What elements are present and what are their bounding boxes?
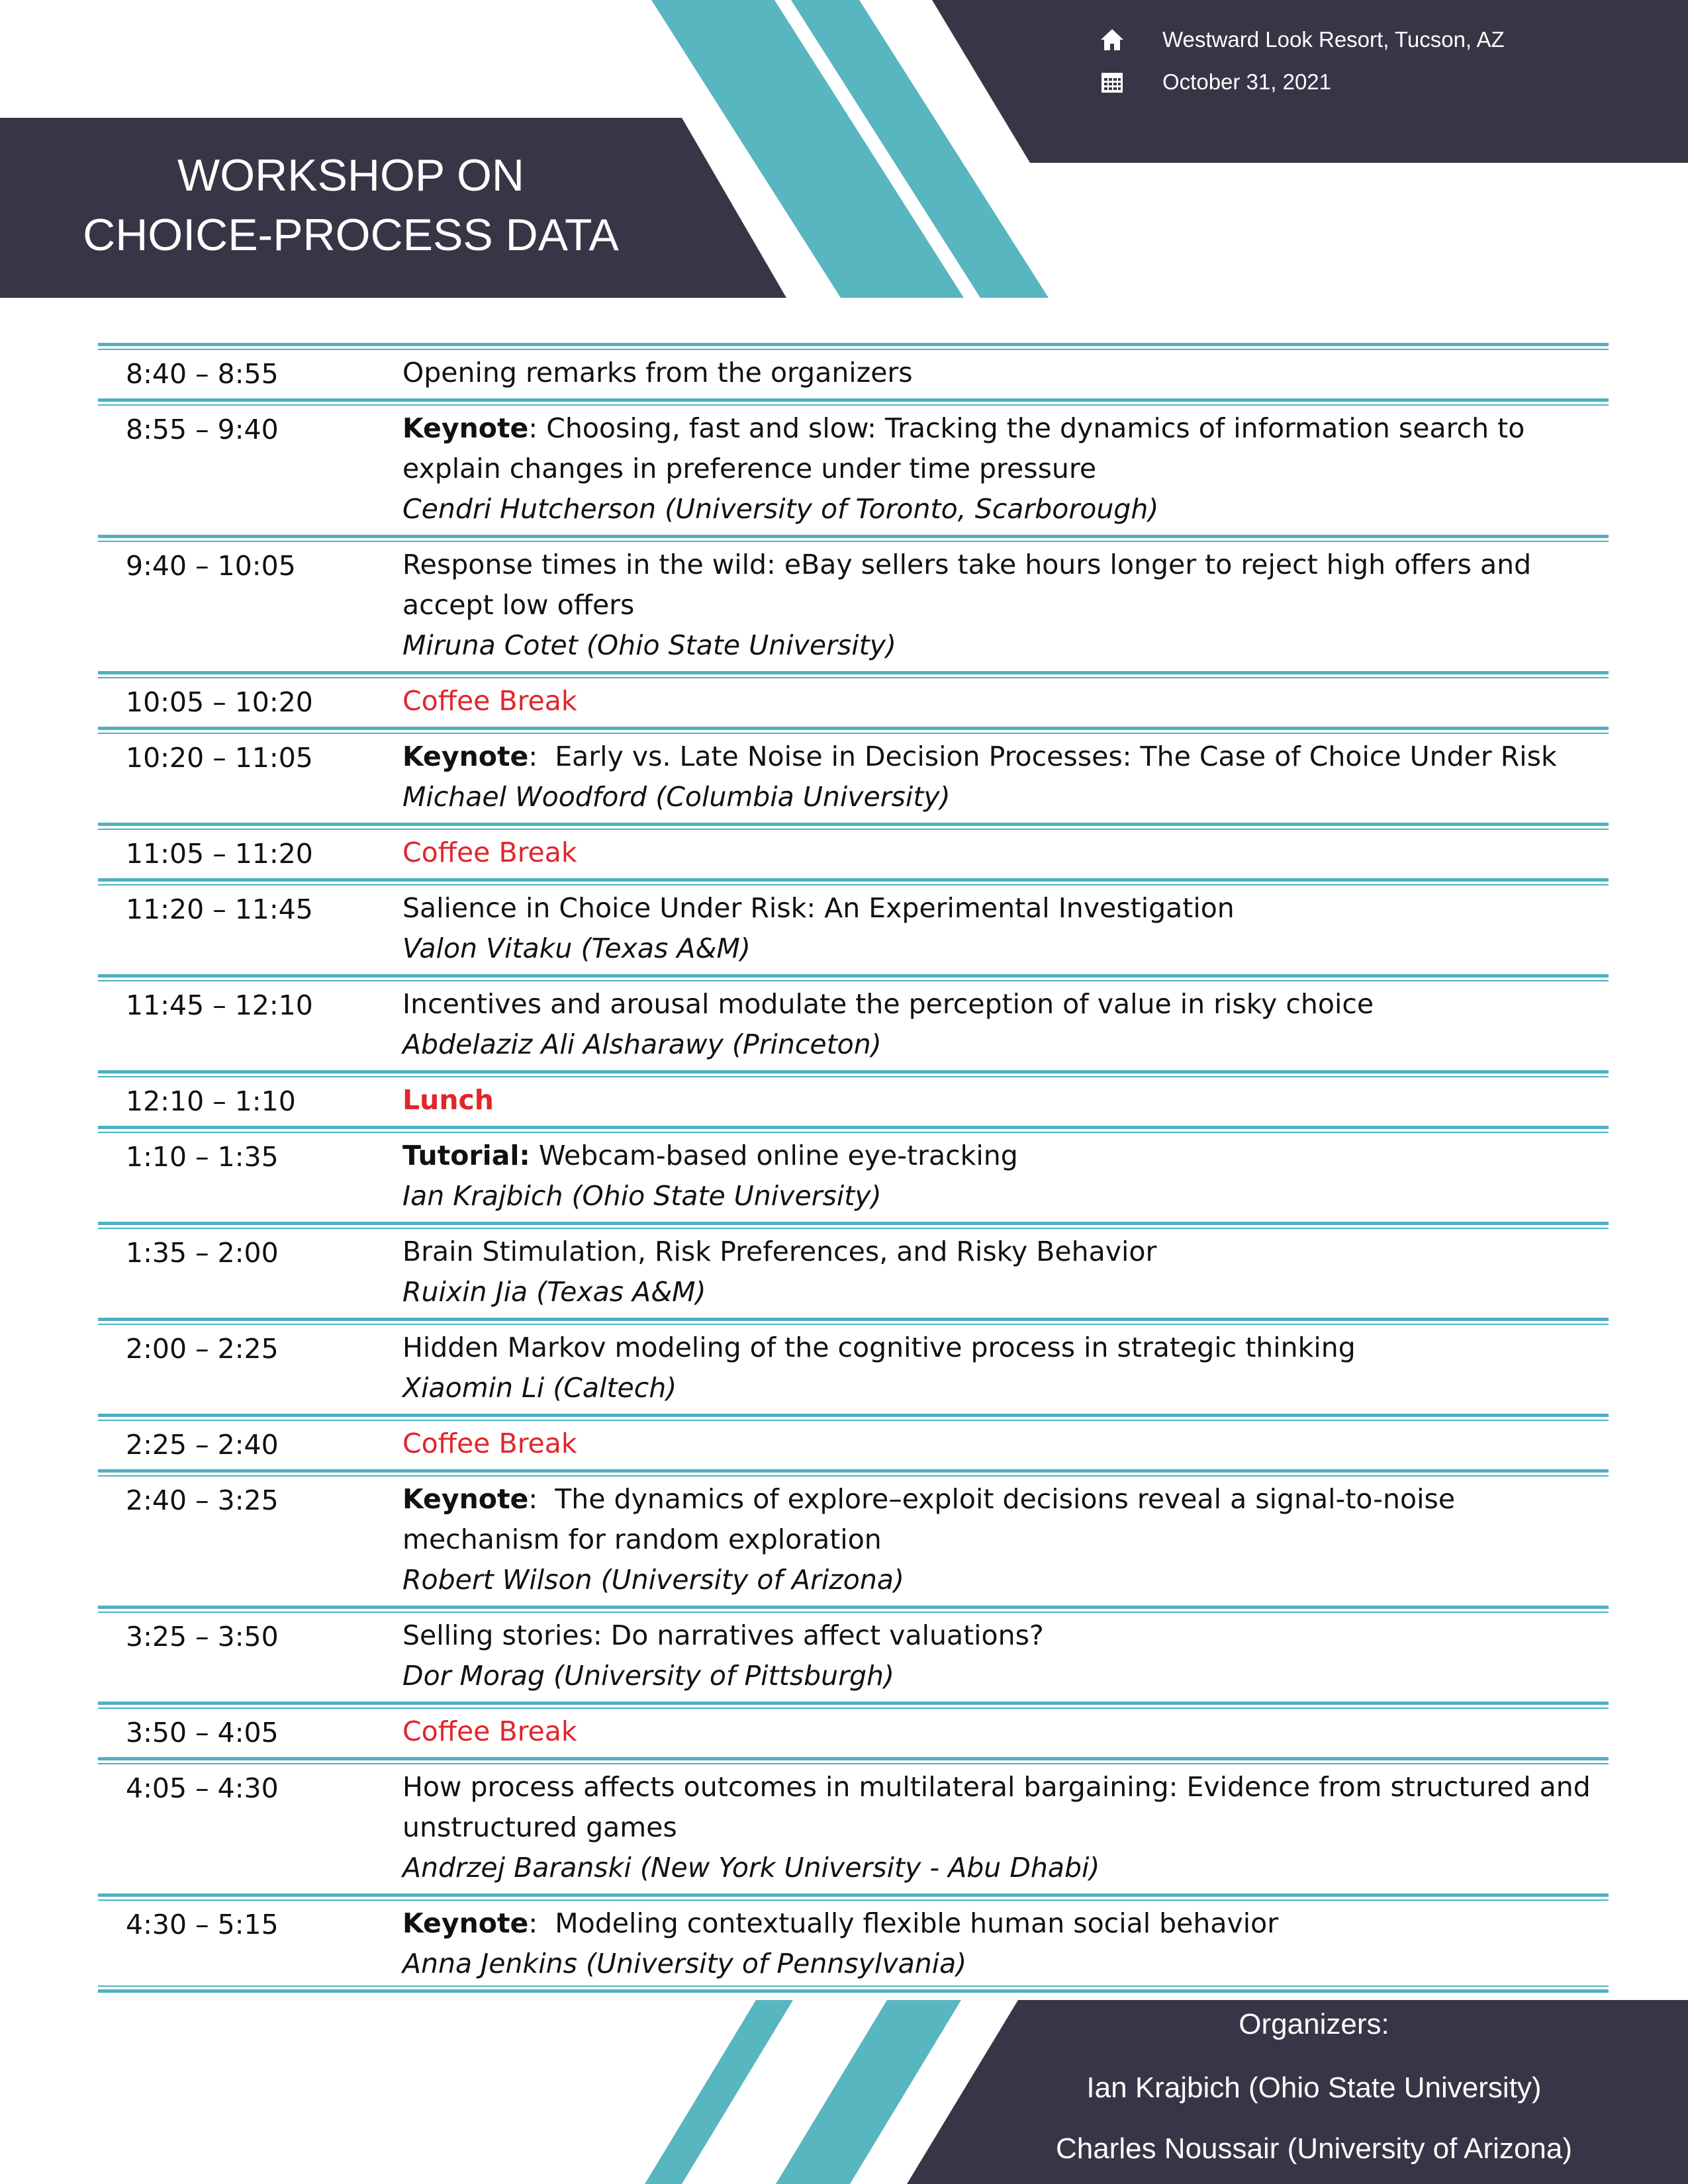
session-title: Brain Stimulation, Risk Preferences, and Risky Behavior	[402, 1236, 1157, 1267]
session-details	[402, 737, 1609, 817]
session-details	[402, 984, 1609, 1065]
session-title-line	[402, 1136, 1609, 1176]
label-separator	[530, 1140, 539, 1171]
speaker-name: Ruixin Jia (Texas A&M)	[402, 1276, 706, 1308]
session-time: 12:10 – 1:10	[126, 1085, 296, 1117]
session-title: Modeling contextually flexible human social behavior	[555, 1907, 1279, 1939]
session-title-line	[402, 984, 1609, 1024]
coffee-break-label: Coffee Break	[402, 685, 577, 717]
session-title: The dynamics of explore–exploit decisions reveal a signal-to-noise mechanism for random exploration	[402, 1483, 1456, 1555]
speaker-name: Valon Vitaku (Texas A&M)	[402, 933, 751, 964]
session-type-label: Keynote	[402, 1483, 529, 1515]
session-time: 2:00 – 2:25	[126, 1333, 279, 1365]
session-type-label: Tutorial:	[402, 1140, 530, 1171]
session-details	[402, 1903, 1609, 1984]
title-line-1: WORKSHOP ON	[177, 150, 524, 201]
session-title-line	[402, 545, 1609, 625]
schedule-row	[98, 671, 1609, 727]
session-time: 3:50 – 4:05	[126, 1717, 279, 1749]
session-title-line	[402, 408, 1609, 489]
organizers-heading: Organizers:	[1239, 2008, 1389, 2040]
session-time: 10:20 – 11:05	[126, 742, 313, 774]
workshop-title	[0, 146, 702, 265]
session-title-line	[402, 888, 1609, 929]
session-time: 11:45 – 12:10	[126, 989, 313, 1021]
speaker-name: Xiaomin Li (Caltech)	[402, 1372, 677, 1404]
schedule-row	[98, 1414, 1609, 1469]
session-details	[402, 1767, 1609, 1888]
session-title: Response times in the wild: eBay sellers take hours longer to reject high offers and accept low offers	[402, 549, 1532, 621]
session-time: 2:40 – 3:25	[126, 1484, 279, 1516]
date-text: October 31, 2021	[1162, 69, 1332, 94]
session-details	[402, 545, 1609, 666]
speaker-name: Cendri Hutcherson (University of Toronto, Scarborough)	[402, 493, 1159, 525]
lunch-label: Lunch	[402, 1084, 494, 1116]
speaker-name: Miruna Cotet (Ohio State University)	[402, 629, 897, 661]
session-time: 4:30 – 5:15	[126, 1909, 279, 1940]
session-title: Choosing, fast and slow: Tracking the dynamics of information search to explain changes in preference under time pressure	[402, 412, 1525, 484]
coffee-break-label: Coffee Break	[402, 1715, 577, 1747]
session-type-label: Keynote	[402, 412, 529, 444]
calendar-icon	[1099, 69, 1125, 95]
schedule-row	[98, 1070, 1609, 1126]
session-time: 3:25 – 3:50	[126, 1621, 279, 1653]
session-details	[402, 1615, 1609, 1696]
date-info	[1099, 69, 1331, 95]
home-icon	[1099, 26, 1125, 53]
session-title: Webcam-based online eye-tracking	[538, 1140, 1018, 1171]
schedule-row	[98, 1222, 1609, 1318]
session-details	[402, 1232, 1609, 1312]
session-type-label: Keynote	[402, 741, 529, 772]
organizer-name: Charles Noussair (University of Arizona)	[1055, 2132, 1573, 2165]
schedule-row	[98, 878, 1609, 974]
speaker-name: Dor Morag (University of Pittsburgh)	[402, 1660, 894, 1692]
session-title: Selling stories: Do narratives affect valuations?	[402, 1619, 1044, 1651]
session-time: 8:55 – 9:40	[126, 414, 279, 445]
session-time: 8:40 – 8:55	[126, 358, 279, 390]
coffee-break-label: Coffee Break	[402, 1428, 577, 1459]
speaker-name: Andrzej Baranski (New York University - Abu Dhabi)	[402, 1852, 1100, 1884]
session-title: Incentives and arousal modulate the perception of value in risky choice	[402, 988, 1374, 1020]
session-time: 1:35 – 2:00	[126, 1237, 279, 1269]
session-details	[402, 353, 1609, 393]
organizer-name: Ian Krajbich (Ohio State University)	[1086, 2071, 1542, 2104]
session-title: How process affects outcomes in multilateral bargaining: Evidence from structured and unstructured games	[402, 1771, 1591, 1843]
session-title-line	[402, 1903, 1609, 1944]
session-details	[402, 1136, 1609, 1216]
session-title: Opening remarks from the organizers	[402, 357, 913, 388]
schedule-row	[98, 727, 1609, 823]
session-title-line	[402, 737, 1609, 777]
session-type-label: Keynote	[402, 1907, 529, 1939]
speaker-name: Anna Jenkins (University of Pennsylvania)	[402, 1948, 967, 1979]
schedule-row	[98, 1318, 1609, 1414]
location-info	[1099, 26, 1505, 53]
schedule-row	[98, 1469, 1609, 1606]
session-time: 11:05 – 11:20	[126, 838, 313, 870]
schedule-row	[98, 1702, 1609, 1757]
speaker-name: Robert Wilson (University of Arizona)	[402, 1564, 904, 1596]
schedule-table	[98, 343, 1609, 1993]
session-title-line	[402, 1767, 1609, 1848]
session-details	[402, 1328, 1609, 1408]
schedule-row	[98, 535, 1609, 671]
session-title: Hidden Markov modeling of the cognitive process in strategic thinking	[402, 1332, 1356, 1363]
schedule-row	[98, 1606, 1609, 1702]
schedule-row	[98, 974, 1609, 1070]
session-title: Early vs. Late Noise in Decision Processes: The Case of Choice Under Risk	[555, 741, 1557, 772]
session-title-line	[402, 1615, 1609, 1656]
schedule-row	[98, 398, 1609, 535]
session-title-line	[402, 1328, 1609, 1368]
schedule-row	[98, 343, 1609, 398]
schedule-row	[98, 1893, 1609, 1993]
session-title-line	[402, 1232, 1609, 1272]
schedule-row	[98, 1126, 1609, 1222]
session-time: 11:20 – 11:45	[126, 893, 313, 925]
session-title: Salience in Choice Under Risk: An Experimental Investigation	[402, 892, 1235, 924]
session-time: 4:05 – 4:30	[126, 1772, 279, 1804]
schedule-row	[98, 1757, 1609, 1893]
speaker-name: Abdelaziz Ali Alsharawy (Princeton)	[402, 1028, 882, 1060]
session-title-line	[402, 1479, 1609, 1560]
label-separator: :	[528, 412, 547, 444]
session-details	[402, 888, 1609, 969]
label-separator: :	[528, 1907, 555, 1939]
label-separator: :	[528, 1483, 555, 1515]
session-details	[402, 1479, 1609, 1600]
speaker-name: Ian Krajbich (Ohio State University)	[402, 1180, 882, 1212]
title-line-2: CHOICE-PROCESS DATA	[83, 210, 619, 260]
footer-teal-stripe-1	[645, 2000, 793, 2184]
coffee-break-label: Coffee Break	[402, 837, 577, 868]
session-details	[402, 408, 1609, 529]
label-separator: :	[528, 741, 555, 772]
speaker-name: Michael Woodford (Columbia University)	[402, 781, 951, 813]
session-time: 10:05 – 10:20	[126, 686, 313, 718]
schedule-row	[98, 823, 1609, 878]
session-time: 2:25 – 2:40	[126, 1429, 279, 1461]
location-text: Westward Look Resort, Tucson, AZ	[1162, 27, 1505, 52]
session-time: 9:40 – 10:05	[126, 550, 296, 582]
session-time: 1:10 – 1:35	[126, 1141, 279, 1173]
session-title-line	[402, 353, 1609, 393]
